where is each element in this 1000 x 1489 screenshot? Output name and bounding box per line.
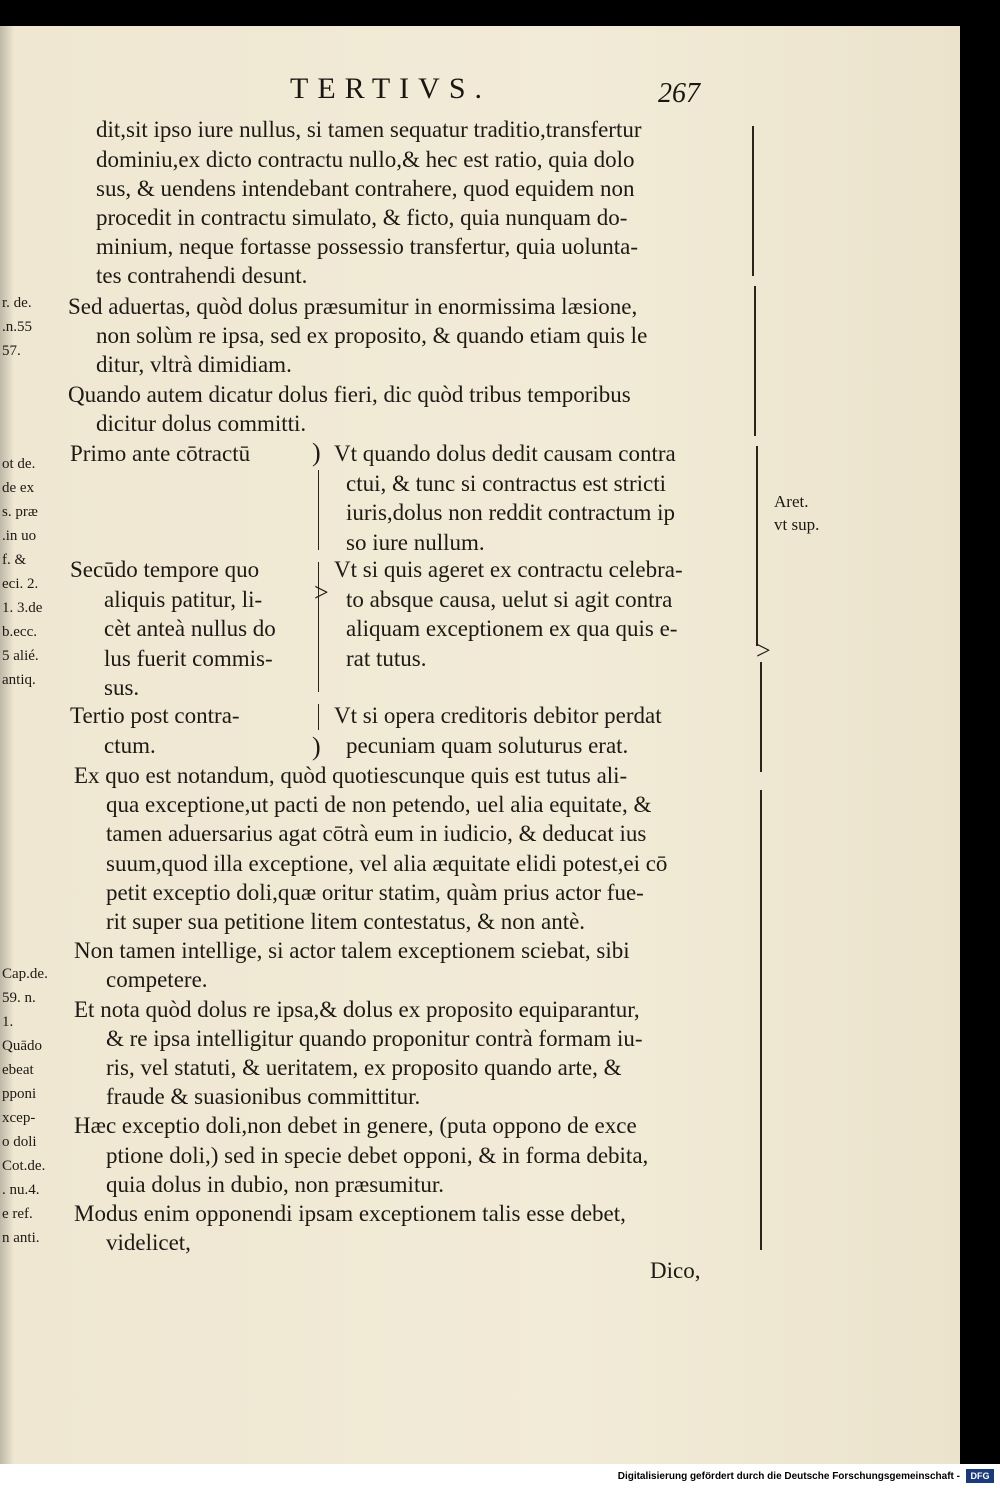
- dfg-logo-icon: DFG: [966, 1469, 994, 1483]
- body-line: competere.: [106, 967, 208, 993]
- body-line: Quando autem dicatur dolus fieri, dic quòd tribus temporibus: [68, 382, 631, 407]
- table-left-cell-line: lus fuerit commis-: [104, 645, 273, 671]
- body-line: videlicet,: [106, 1230, 191, 1256]
- left-margin-note: n anti.: [2, 1230, 40, 1246]
- table-left-cell-line: sus.: [104, 675, 140, 700]
- table-brace-top: ): [312, 438, 321, 467]
- left-margin-note: 5 alié.: [2, 648, 39, 664]
- body-line: qua exceptione,ut pacti de non petendo, uel alia equitate, &: [106, 792, 652, 818]
- body-line: Modus enim opponendi ipsam exceptionem talis esse debet,: [74, 1201, 626, 1226]
- right-margin-note-1: Aret.: [774, 492, 809, 511]
- left-margin-note: 57.: [2, 343, 21, 359]
- left-margin-note: eci. 2.: [2, 576, 39, 592]
- body-line: & re ipsa intelligitur quando proponitur contrà formam iu-: [106, 1025, 643, 1051]
- running-title: TERTIVS.: [290, 72, 492, 105]
- table-brace-middle: >: [314, 578, 329, 607]
- body-line: tes contrahendi desunt.: [96, 263, 308, 288]
- left-margin-note: s. præ: [2, 504, 38, 520]
- margin-rule: [760, 662, 762, 772]
- table-brace-line: [318, 470, 319, 550]
- table-left-cell-line: Primo ante cōtractū: [70, 441, 251, 466]
- left-margin-note: f. &: [2, 552, 27, 568]
- body-line: Hæc exceptio doli,non debet in genere, (puta oppono de exce: [74, 1113, 637, 1139]
- body-line: sus, & uendens intendebant contrahere, quod equidem non: [96, 176, 635, 201]
- table-left-cell-line: cèt anteà nullus do: [104, 616, 276, 641]
- table-left-cell-line: aliquis patitur, li-: [104, 586, 263, 612]
- body-line: Non tamen intellige, si actor talem exceptionem sciebat, sibi: [74, 938, 630, 964]
- body-line: dominiu,ex dicto contractu nullo,& hec est ratio, quia dolo: [96, 147, 635, 172]
- left-margin-note: antiq.: [2, 672, 36, 688]
- body-line: ptione doli,) sed in specie debet opponi, & in forma debita,: [106, 1142, 649, 1168]
- left-margin-note: ebeat: [2, 1062, 34, 1078]
- left-margin-note: . nu.4.: [2, 1182, 40, 1198]
- footer-bar: [0, 1464, 1000, 1489]
- body-line: fraude & suasionibus committitur.: [106, 1084, 421, 1110]
- catchword: Dico,: [650, 1258, 701, 1283]
- left-margin-note: b.ecc.: [2, 624, 37, 640]
- body-line: ditur, vltrà dimidiam.: [96, 352, 292, 377]
- left-margin-note: 1.: [2, 1014, 14, 1030]
- body-line: dit,sit ipso iure nullus, si tamen sequatur traditio,transfertur: [96, 117, 642, 142]
- body-line: rit super sua petitione litem contestatus, & non antè.: [106, 909, 586, 934]
- page-number: 267: [658, 78, 700, 109]
- left-margin-note: .in uo: [2, 528, 37, 544]
- body-line: Ex quo est notandum, quòd quotiescunque quis est tutus ali-: [74, 763, 628, 788]
- table-right-cell-line: Vt quando dolus dedit causam contra: [334, 441, 676, 466]
- body-line: petit exceptio doli,quæ oritur statim, quàm prius actor fue-: [106, 879, 644, 905]
- margin-rule: [754, 286, 756, 436]
- table-left-cell-line: Tertio post contra-: [70, 703, 240, 728]
- table-brace-bottom: ): [312, 732, 321, 761]
- left-margin-note: r. de.: [2, 295, 32, 311]
- table-right-cell-line: Vt si opera creditoris debitor perdat: [334, 703, 662, 728]
- table-right-cell-line: to absque causa, uelut si agit contra: [346, 586, 673, 612]
- left-margin-note: Cot.de.: [2, 1158, 46, 1174]
- left-margin-note: ot de.: [2, 456, 36, 472]
- left-margin-note: 1. 3.de: [2, 600, 43, 616]
- left-margin-note: de ex: [2, 480, 35, 496]
- body-line: dicitur dolus committi.: [96, 411, 307, 436]
- body-line: Et nota quòd dolus re ipsa,& dolus ex proposito equiparantur,: [74, 996, 640, 1022]
- left-margin-note: xcep-: [2, 1110, 36, 1126]
- left-margin-note: e ref.: [2, 1206, 33, 1222]
- body-line: procedit in contractu simulato, & ficto, quia nunquam do-: [96, 205, 628, 230]
- body-line: minium, neque fortasse possessio transfertur, quia uolunta-: [96, 234, 639, 259]
- table-right-cell-line: pecuniam quam soluturus erat.: [346, 732, 629, 758]
- body-line: tamen aduersarius agat cōtrà eum in iudicio, & deducat ius: [106, 821, 647, 847]
- left-margin-note: Quādo: [2, 1038, 42, 1054]
- table-right-cell-line: so iure nullum.: [346, 529, 485, 555]
- footer-credit: Digitalisierung gefördert durch die Deutsche Forschungsgemeinschaft -: [617, 1471, 960, 1482]
- body-line: quia dolus in dubio, non præsumitur.: [106, 1171, 444, 1197]
- table-right-cell-line: Vt si quis ageret ex contractu celebra-: [334, 557, 683, 582]
- left-margin-note: .n.55: [2, 319, 32, 335]
- left-margin-note: o doli: [2, 1134, 37, 1150]
- table-brace-line: [318, 704, 319, 730]
- right-margin-note-2: vt sup.: [774, 515, 820, 534]
- table-left-cell-line: Secūdo tempore quo: [70, 557, 260, 582]
- left-margin-note: 59. n.: [2, 990, 36, 1006]
- body-line: Sed aduertas, quòd dolus præsumitur in enormissima læsione,: [68, 294, 638, 319]
- left-margin-note: Cap.de.: [2, 966, 48, 982]
- left-margin-note: pponi: [2, 1086, 37, 1102]
- body-line: non solùm re ipsa, sed ex proposito, & quando etiam quis le: [96, 323, 648, 348]
- table-right-cell-line: aliquam exceptionem ex qua quis e-: [346, 616, 678, 641]
- table-right-cell-line: ctui, & tunc si contractus est stricti: [346, 470, 667, 496]
- body-line: ris, vel statuti, & ueritatem, ex proposito quando arte, &: [106, 1055, 622, 1080]
- table-right-cell-line: iuris,dolus non reddit contractum ip: [346, 500, 675, 525]
- table-right-cell-line: rat tutus.: [346, 645, 427, 671]
- margin-brace: >: [756, 636, 771, 665]
- margin-rule: [752, 126, 754, 276]
- body-line: suum,quod illa exceptione, vel alia æquitate elidi potest,ei cō: [106, 850, 668, 876]
- margin-rule: [760, 790, 762, 1250]
- margin-rule: [756, 446, 758, 646]
- table-left-cell-line: ctum.: [104, 732, 156, 758]
